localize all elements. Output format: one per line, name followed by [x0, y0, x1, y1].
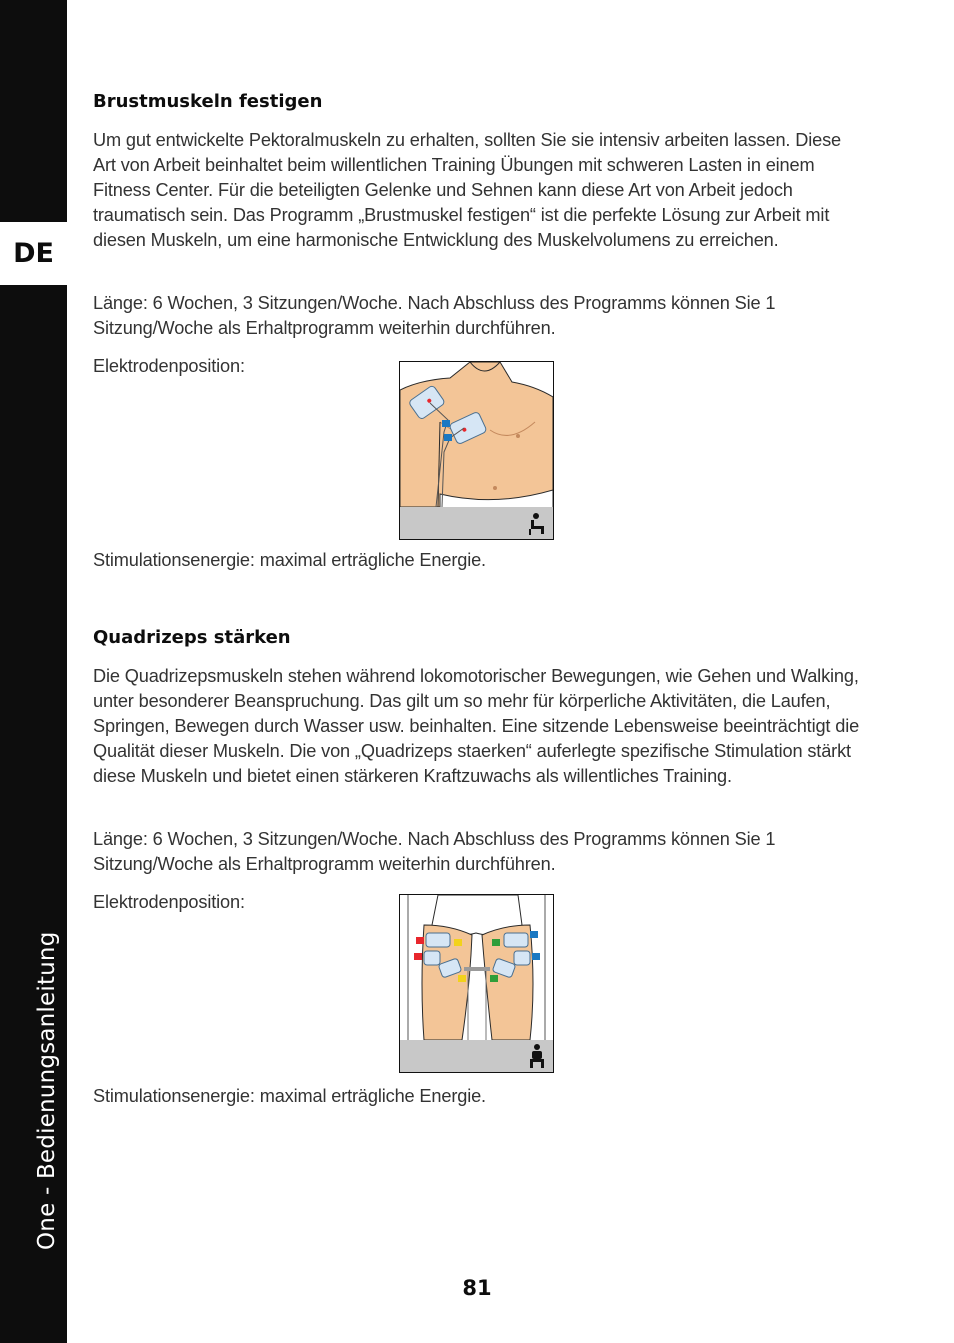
section-title-chest: Brustmuskeln festigen [93, 91, 323, 112]
section-title-quadriceps: Quadrizeps stärken [93, 627, 291, 648]
chest-electrode-illustration [400, 362, 553, 539]
sidebar [0, 0, 67, 1343]
energy-text-quadriceps: Stimulationsenergie: maximal erträgliche Energie. [93, 1086, 486, 1106]
manual-title: One - Bedienungsanleitung [34, 931, 60, 1250]
section-duration-quadriceps: Länge: 6 Wochen, 3 Sitzungen/Woche. Nach Abschluss des Programms können Sie 1 Sitzung/Woche als Erhaltprogramm weiterhin durchführen. [93, 829, 776, 874]
language-tab: DE [0, 222, 67, 285]
electrode-figure-chest [399, 361, 554, 540]
page-number: 81 [462, 1276, 492, 1300]
energy-text-chest: Stimulationsenergie: maximal erträgliche Energie. [93, 550, 486, 570]
electrode-label-quadriceps: Elektrodenposition: [93, 892, 245, 912]
section-description-quadriceps: Die Quadrizepsmuskeln stehen während lokomotorischer Bewegungen, wie Gehen und Walking, unter besonderer Beanspruchung. Das gilt um so mehr für körperliche Aktivitäten, die Laufen, Springen, Bewegen durch Wasser usw. beinhalten. Eine sitzende Lebensweise beeinträchtigt die Qualität dieser Muskeln. Die von „Quadrizeps staerken“ auferlegte spezifische Stimulation stärkt diese Muskeln und bietet einen stärkeren Kraftzuwachs als willentliches Training. [93, 666, 860, 786]
section-description-chest: Um gut entwickelte Pektoralmuskeln zu erhalten, sollten Sie sie intensiv arbeiten lassen. Diese Art von Arbeit beinhaltet beim willentlichen Training Übungen mit schweren Lasten in einem Fitness Center. Für die beteiligten Gelenke und Sehnen kann diese Art von Arbeit jedoch traumatisch sein. Das Programm „Brustmuskel festigen“ ist die perfekte Lösung zur Arbeit mit diesen Muskeln, um eine harmonische Entwicklung des Muskelvolumens zu erreichen. [93, 130, 841, 250]
electrode-label-chest: Elektrodenposition: [93, 356, 245, 376]
section-duration-chest: Länge: 6 Wochen, 3 Sitzungen/Woche. Nach Abschluss des Programms können Sie 1 Sitzung/Woche als Erhaltprogramm weiterhin durchführen. [93, 293, 776, 338]
quadriceps-electrode-illustration [400, 895, 553, 1072]
electrode-figure-quadriceps [399, 894, 554, 1073]
